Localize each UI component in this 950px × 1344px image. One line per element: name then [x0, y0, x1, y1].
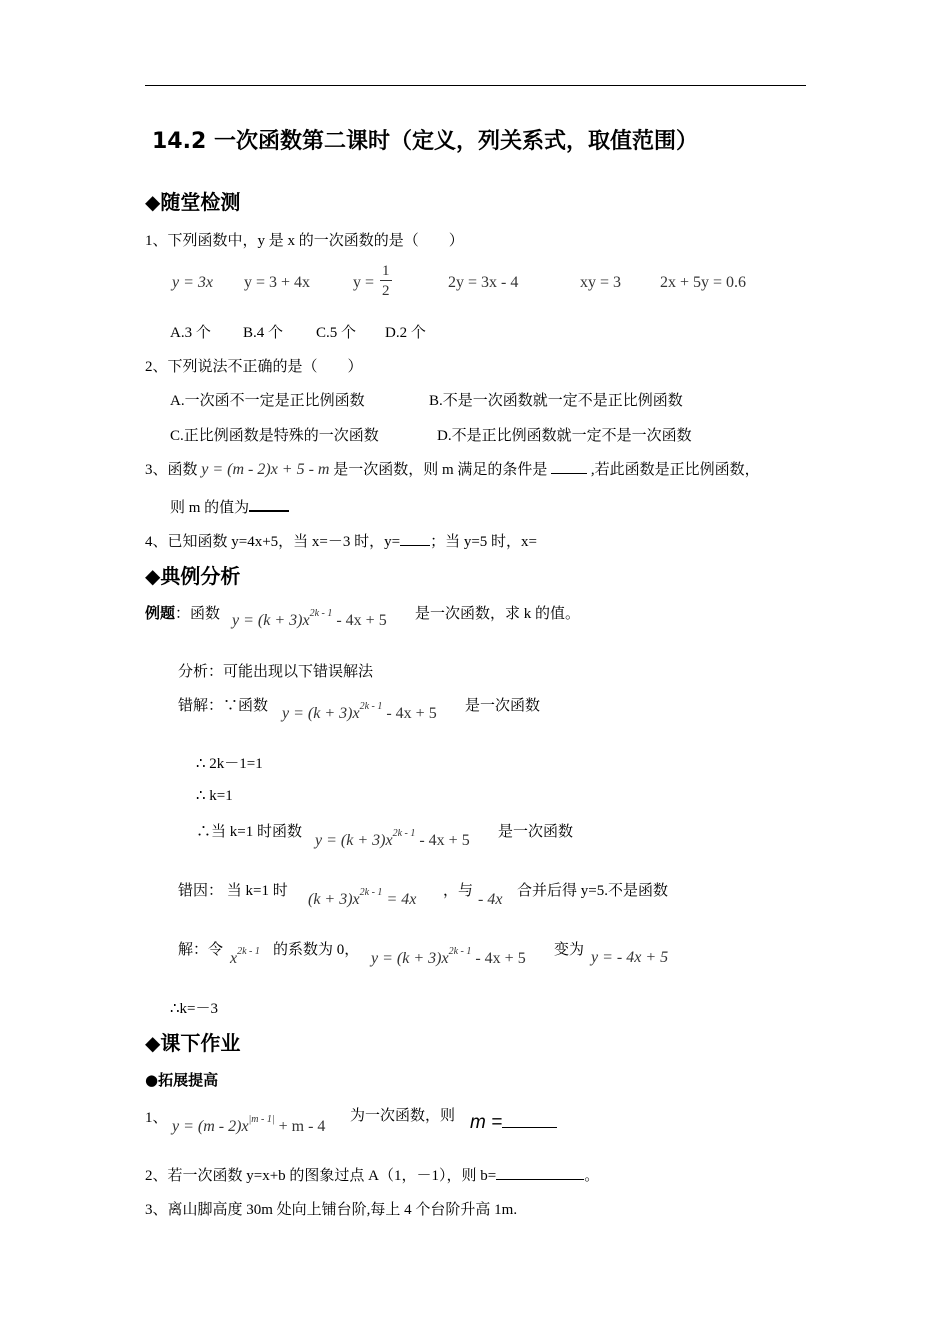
question-3-line2 [170, 496, 289, 517]
solution-x-term [230, 946, 260, 968]
expr-sup: 2k - 1 [359, 701, 383, 712]
q4-text-1: 4、已知函数 y=4x+5，当 x=－3 时，y= [145, 534, 401, 550]
h2-text: 2、若一次函数 y=x+b 的图象过点 A（1，－1），则 b= [145, 1168, 497, 1184]
q3-suffix: 是一次函数，则 m 满足的条件是 [333, 462, 548, 478]
question-1-text: 1、下列函数中，y 是 x 的一次函数的是（ ） [145, 233, 464, 249]
error-reason-suffix: 合并后得 y=5.不是函数 [517, 883, 668, 899]
subheading-extension: ●拓展提高 [145, 1071, 219, 1089]
step-3-expression [315, 828, 470, 850]
example-prefix: ：函数 [175, 606, 221, 622]
error-reason-comma: ，与 [443, 883, 474, 899]
h2-blank [496, 1165, 584, 1180]
solution-prefix: 解：令 [178, 942, 224, 958]
q2-option-a: A.一次函不一定是正比例函数 [170, 393, 365, 409]
q3-blank-2 [249, 496, 289, 512]
step-3-prefix: ∴当 k=1 时函数 [196, 824, 302, 840]
wrong-solution-suffix: 是一次函数 [465, 698, 541, 714]
expr-main: y = (k + 3)x [282, 705, 360, 722]
solution-mid: 的系数为 0， [273, 942, 360, 958]
h1-sup: |m - 1| [248, 1114, 275, 1125]
h1-m: m = [470, 1112, 503, 1133]
q3-prefix: 3、函数 [145, 462, 198, 478]
expr-main: y = (k + 3)x [315, 832, 393, 849]
q1-expr-4: 2y = 3x - 4 [448, 274, 519, 291]
expr-sup: 2k - 1 [237, 946, 260, 957]
q1-expr-3: y = [353, 274, 375, 291]
q1-option-a: A.3 个 [170, 325, 211, 341]
question-3 [145, 458, 760, 479]
homework-1-expression [172, 1114, 326, 1136]
analysis-text: 分析：可能出现以下错误解法 [178, 664, 374, 680]
h1-expr: y = (m - 2)x [172, 1118, 249, 1135]
q1-expr-6: 2x + 5y = 0.6 [660, 274, 747, 291]
expr-tail: - 4x + 5 [415, 832, 470, 849]
q2-option-c: C.正比例函数是特殊的一次函数 [170, 428, 379, 444]
q1-fraction [380, 262, 392, 301]
h2-end: 。 [584, 1168, 600, 1184]
error-reason-neg: - 4x [478, 891, 503, 908]
solution-answer: ∴k=－3 [170, 1001, 219, 1017]
homework-1-number: 1、 [145, 1110, 168, 1126]
q4-blank [400, 531, 430, 546]
expr-tail: - 4x + 5 [382, 705, 437, 722]
q2-option-b: B.不是一次函数就一定不是正比例函数 [429, 393, 683, 409]
section-heading-homework: ◆课下作业 [145, 1031, 241, 1055]
step-3-suffix: 是一次函数 [498, 824, 574, 840]
example-label: 例题 [145, 606, 176, 622]
expr-sup: 2k - 1 [309, 608, 333, 619]
h1-tail: + m - 4 [274, 1118, 326, 1135]
page-title: 14.2 一次函数第二课时（定义，列关系式，取值范围） [152, 129, 698, 154]
expr-sup: 2k - 1 [359, 887, 383, 898]
wrong-solution-prefix: 错解：∵函数 [178, 698, 269, 714]
q1-option-b: B.4 个 [243, 325, 284, 341]
solution-expression [371, 946, 526, 968]
header-rule [145, 85, 806, 86]
expr-tail: - 4x + 5 [471, 950, 526, 967]
q1-expr-1: y = 3x [172, 274, 213, 291]
example-suffix: 是一次函数，求 k 的值。 [415, 606, 581, 622]
example-intro [145, 602, 220, 623]
q4-text-2: ；当 y=5 时，x= [430, 534, 538, 550]
h1-blank [502, 1117, 557, 1128]
section-heading-practice: ◆随堂检测 [145, 190, 241, 214]
q3-line2: 则 m 的值为 [170, 500, 250, 516]
sol-x: x [230, 950, 238, 967]
reason-expr: (k + 3)x [308, 891, 360, 908]
example-expression [232, 608, 387, 630]
q3-expression: y = (m - 2)x + 5 - m [201, 461, 330, 478]
homework-2 [145, 1164, 599, 1185]
step-1: ∴ 2k－1=1 [196, 756, 263, 772]
solution-becomes: 变为 [554, 942, 585, 958]
homework-3: 3、离山脚高度 30m 处向上铺台阶,每上 4 个台阶升高 1m. [145, 1202, 518, 1218]
homework-1-suffix: 为一次函数，则 [350, 1108, 456, 1124]
section-heading-example: ◆典例分析 [145, 564, 241, 588]
expr-main: y = (k + 3)x [232, 612, 310, 629]
question-4 [145, 530, 537, 551]
solution-result: y = - 4x + 5 [591, 949, 669, 966]
wrong-solution-expression [282, 701, 437, 723]
fraction-numerator: 1 [382, 263, 390, 279]
q1-expr-2: y = 3 + 4x [244, 274, 311, 291]
homework-1-answer [470, 1112, 557, 1134]
expr-tail: - 4x + 5 [332, 612, 387, 629]
question-2-text: 2、下列说法不正确的是（ ） [145, 359, 363, 375]
expr-main: y = (k + 3)x [371, 950, 449, 967]
expr-sup: 2k - 1 [392, 828, 416, 839]
reason-eq: = 4x [382, 891, 417, 908]
q1-option-c: C.5 个 [316, 325, 357, 341]
error-reason-prefix: 错因： 当 k=1 时 [178, 883, 288, 899]
q1-option-d: D.2 个 [385, 325, 426, 341]
q3-blank-1 [551, 459, 587, 474]
expr-sup: 2k - 1 [448, 946, 472, 957]
q1-expr-5: xy = 3 [580, 274, 622, 291]
q3-mid: ,若此函数是正比例函数， [590, 462, 760, 478]
q2-option-d: D.不是正比例函数就一定不是一次函数 [437, 428, 692, 444]
step-2: ∴ k=1 [196, 788, 233, 804]
fraction-denominator: 2 [382, 283, 390, 299]
error-reason-expression [308, 887, 417, 909]
